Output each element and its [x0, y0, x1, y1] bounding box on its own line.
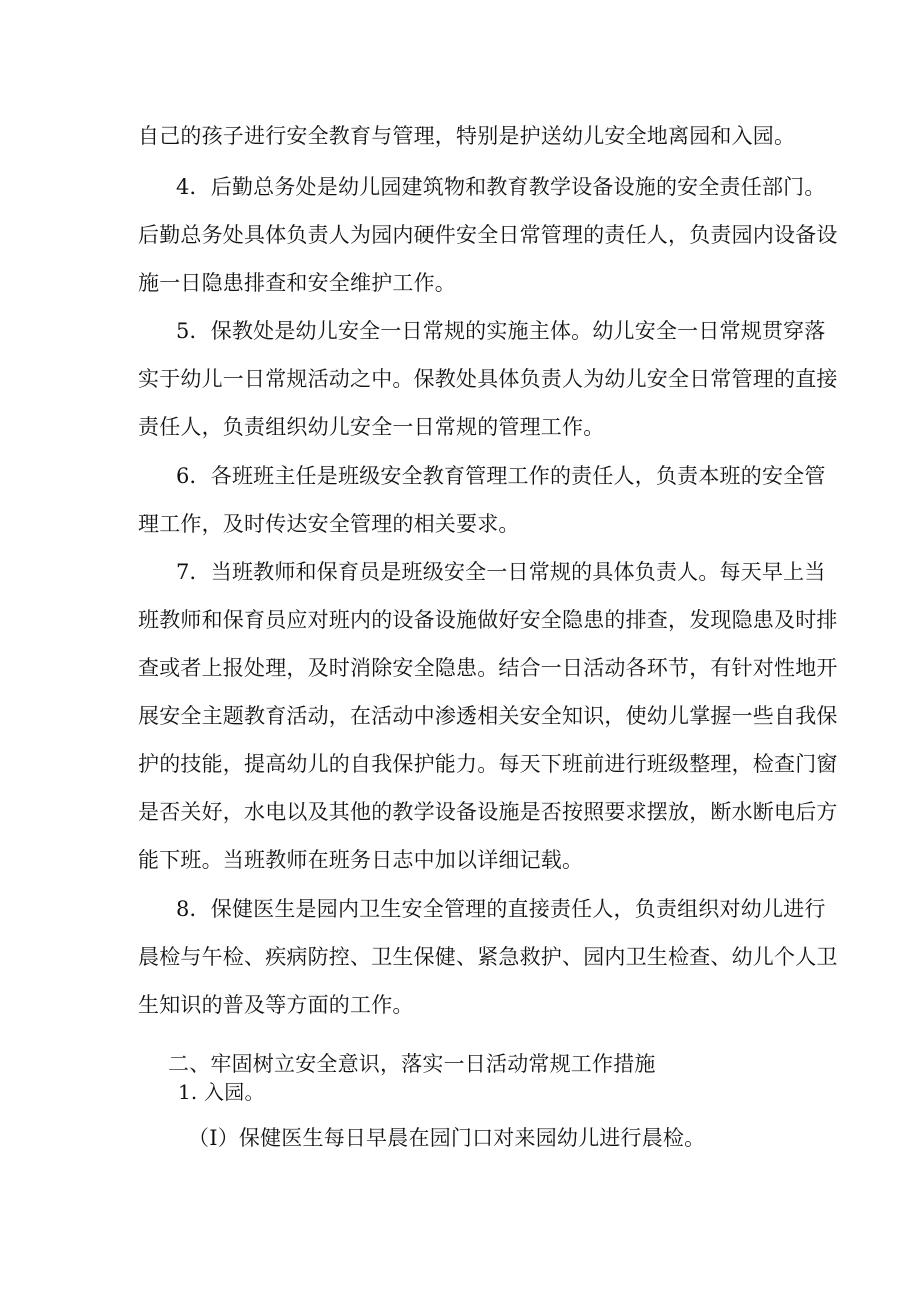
paragraph-line: 护的技能，提高幼儿的自我保护能力。每天下班前进行班级整理，检查门窗	[138, 752, 838, 776]
paragraph-line: 7．当班教师和保育员是班级安全一日常规的具体负责人。每天早上当	[176, 560, 826, 584]
section-heading: 二、牢固树立安全意识，落实一日活动常规工作措施	[168, 1052, 656, 1076]
paragraph-line: 晨检与午检、疾病防控、卫生保健、紧急救护、园内卫生检查、幼儿个人卫	[138, 945, 838, 969]
paragraph-line: 施一日隐患排查和安全维护工作。	[138, 271, 456, 295]
paragraph-line: 5．保教处是幼儿安全一日常规的实施主体。幼儿安全一日常规贯穿落	[176, 319, 826, 343]
paragraph-line: 查或者上报处理，及时消除安全隐患。结合一日活动各环节，有针对性地开	[138, 656, 838, 680]
paragraph-line: 自己的孩子进行安全教育与管理，特别是护送幼儿安全地离园和入园。	[138, 124, 796, 148]
paragraph-line: 班教师和保育员应对班内的设备设施做好安全隐患的排查，发现隐患及时排	[138, 608, 838, 632]
paragraph-line: 能下班。当班教师在班务日志中加以详细记载。	[138, 848, 584, 872]
list-item: （I）保健医生每日早晨在园门口对来园幼儿进行晨检。	[188, 1126, 706, 1150]
paragraph-line: 生知识的普及等方面的工作。	[138, 993, 414, 1017]
paragraph-line: 理工作，及时传达安全管理的相关要求。	[138, 512, 520, 536]
paragraph-line: 4．后勤总务处是幼儿园建筑物和教育教学设备设施的安全责任部门。	[176, 175, 826, 199]
subsection-heading: 1. 入园。	[178, 1080, 265, 1104]
paragraph-line: 实于幼儿一日常规活动之中。保教处具体负责人为幼儿安全日常管理的直接	[138, 367, 838, 391]
paragraph-line: 6．各班班主任是班级安全教育管理工作的责任人，负责本班的安全管	[176, 464, 826, 488]
paragraph-line: 8．保健医生是园内卫生安全管理的直接责任人，负责组织对幼儿进行	[176, 897, 826, 921]
paragraph-line: 展安全主题教育活动，在活动中渗透相关安全知识，使幼儿掌握一些自我保	[138, 704, 838, 728]
paragraph-line: 责任人，负责组织幼儿安全一日常规的管理工作。	[138, 415, 605, 439]
paragraph-line: 后勤总务处具体负责人为园内硬件安全日常管理的责任人，负责园内设备设	[138, 223, 838, 247]
paragraph-line: 是否关好，水电以及其他的教学设备设施是否按照要求摆放，断水断电后方	[138, 800, 838, 824]
